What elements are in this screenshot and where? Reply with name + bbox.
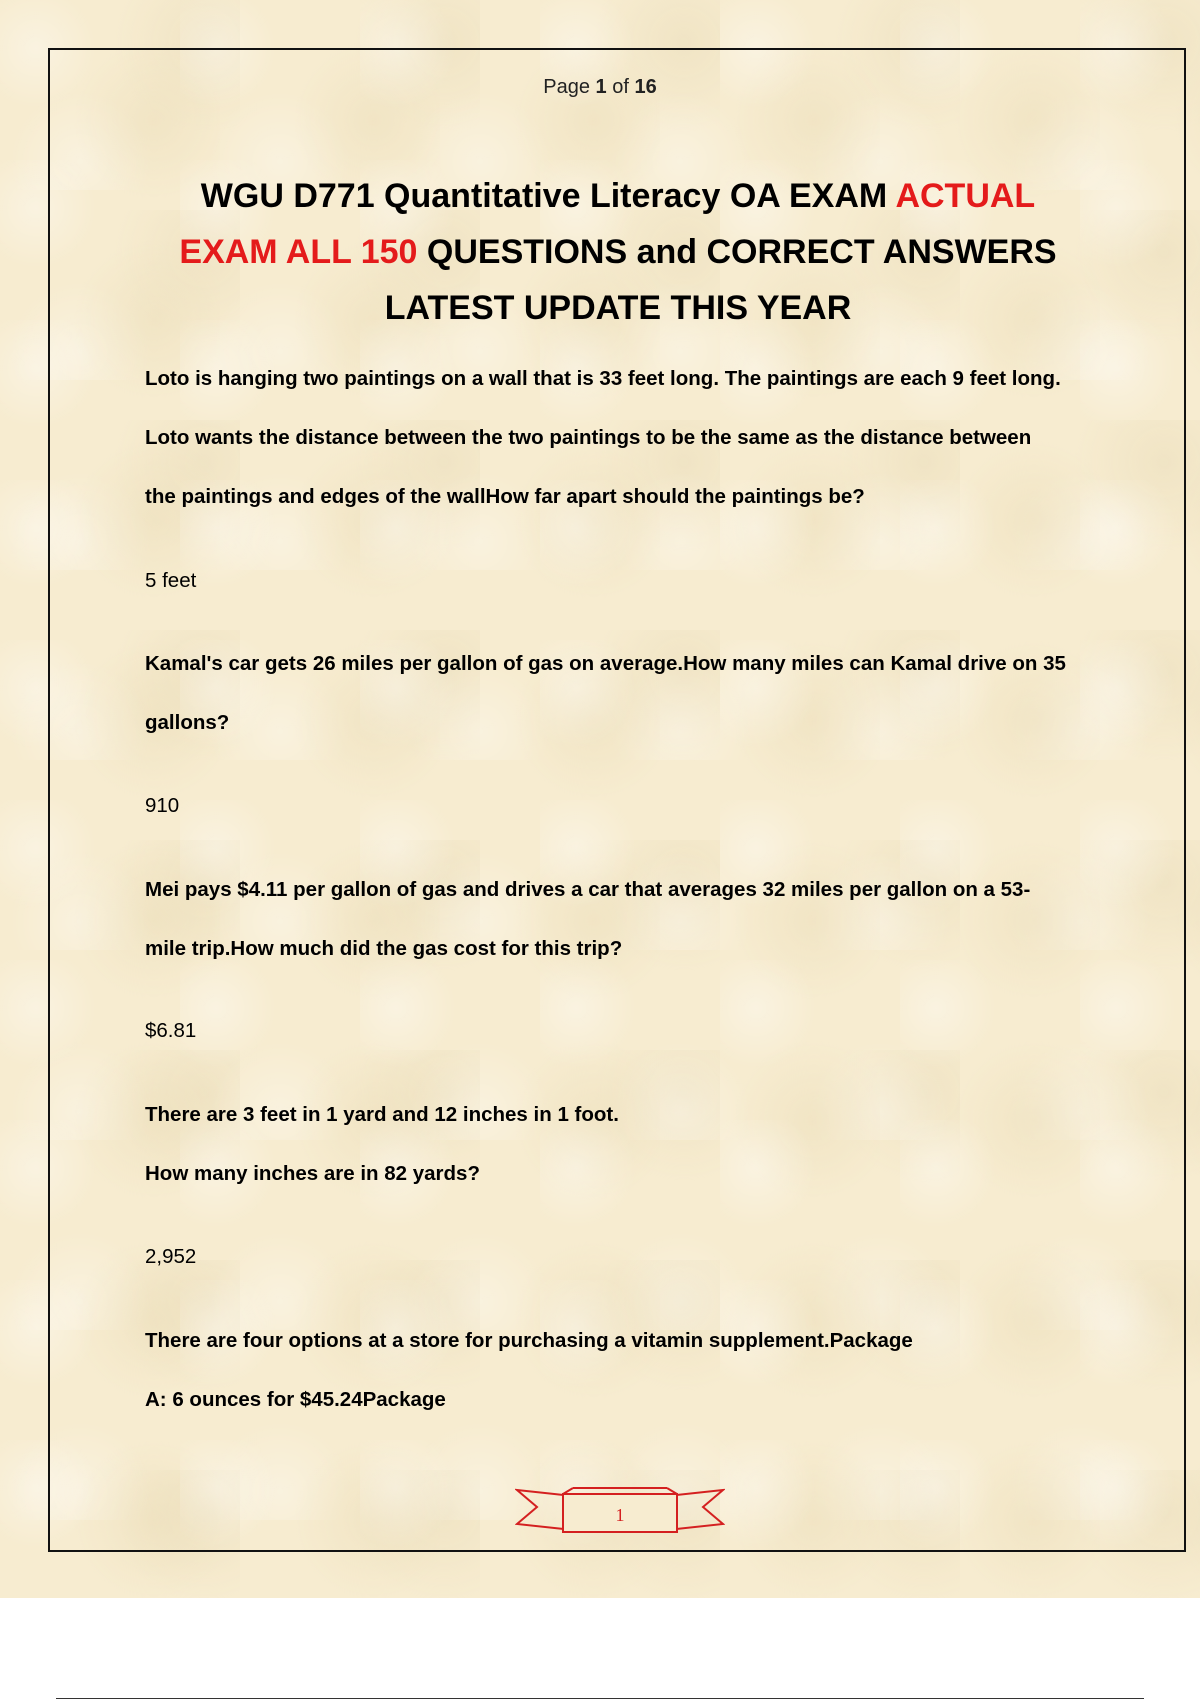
question-line: A: 6 ounces for $45.24Package xyxy=(145,1388,446,1411)
question-4 xyxy=(145,1085,1095,1203)
question-line: Loto is hanging two paintings on a wall that is 33 feet long. The paintings are each 9 feet long. xyxy=(145,367,1061,390)
question-line: Loto wants the distance between the two paintings to be the same as the distance between xyxy=(145,426,1032,449)
page-number: 1 xyxy=(615,1505,625,1525)
page-of: of xyxy=(612,76,629,98)
question-line: mile trip.How much did the gas cost for this trip? xyxy=(145,937,623,960)
question-line: the paintings and edges of the wallHow far apart should the paintings be? xyxy=(145,485,865,508)
answer-2: 910 xyxy=(145,794,180,817)
page-current: 1 xyxy=(595,76,607,98)
title-part-5: LATEST UPDATE THIS YEAR xyxy=(384,289,852,327)
page-indicator xyxy=(0,76,1200,99)
bottom-divider xyxy=(56,1698,1144,1699)
answer-4: 2,952 xyxy=(145,1245,197,1268)
document-title xyxy=(120,168,1116,336)
answer-3: $6.81 xyxy=(145,1019,197,1042)
question-line: How many inches are in 82 yards? xyxy=(145,1162,480,1185)
question-3 xyxy=(145,860,1095,978)
question-1 xyxy=(145,349,1095,526)
title-part-1: WGU D771 Quantitative Literacy OA EXAM xyxy=(200,177,896,215)
answer-1: 5 feet xyxy=(145,569,197,592)
title-highlight-1: ACTUAL xyxy=(895,177,1036,215)
question-5 xyxy=(145,1311,1095,1429)
question-line: There are 3 feet in 1 yard and 12 inches in 1 foot. xyxy=(145,1103,619,1126)
page-total: 16 xyxy=(634,76,657,98)
question-2 xyxy=(145,634,1095,752)
question-line: gallons? xyxy=(145,711,230,734)
page-label: Page xyxy=(543,76,590,98)
question-line: Kamal's car gets 26 miles per gallon of gas on average.How many miles can Kamal drive on 35 xyxy=(145,652,1066,675)
title-part-4: QUESTIONS and CORRECT ANSWERS xyxy=(417,233,1057,271)
question-line: There are four options at a store for purchasing a vitamin supplement.Package xyxy=(145,1329,913,1352)
title-highlight-2: EXAM ALL 150 xyxy=(179,233,418,271)
question-line: Mei pays $4.11 per gallon of gas and drives a car that averages 32 miles per gallon on a 53- xyxy=(145,878,1031,901)
